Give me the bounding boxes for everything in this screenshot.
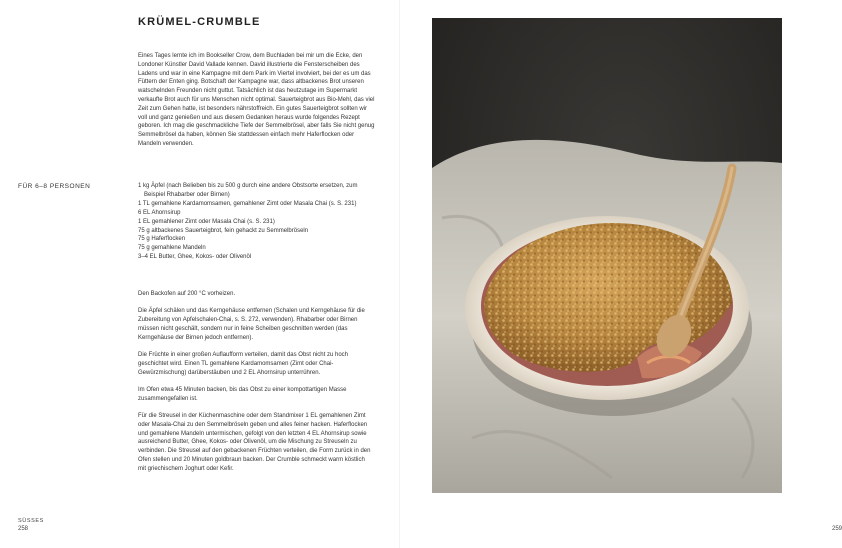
method-steps: [138, 290, 374, 482]
method-step: Den Backofen auf 200 °C vorheizen.: [138, 291, 236, 297]
left-page: [0, 0, 400, 548]
ingredient-item: 75 g altbackenes Sauerteigbrot, fein gehackt zu Semmelbröseln: [138, 227, 309, 234]
ingredient-item: 6 EL Ahornsirup: [138, 209, 181, 216]
method-step: Die Früchte in einer großen Auflaufform verteilen, damit das Obst nicht zu hoch geschichtet wird. Einen TL gemahlene Kardamomsamen (Zimt oder Chai-Gewürzmischung) darüberstäuben und 2 EL Ahornsirup unterrühren.: [138, 351, 348, 376]
ingredient-item: 1 kg Äpfel (nach Belieben bis zu 500 g durch eine andere Obstsorte ersetzen, zum Beispiel Rhabarber oder Birnen): [138, 183, 358, 198]
method-step: Im Ofen etwa 45 Minuten backen, bis das Obst zu einer kompottartigen Masse zusammengefallen ist.: [138, 386, 347, 402]
crumble-photo: [432, 18, 782, 493]
ingredient-item: 1 EL gemahlener Zimt oder Masala Chai (s. S. 231): [138, 218, 275, 225]
section-label: SÜSSES: [18, 518, 44, 524]
ingredient-item: 75 g gemahlene Mandeln: [138, 245, 206, 252]
ingredient-list: [138, 182, 378, 262]
recipe-title: KRÜMEL-CRUMBLE: [138, 16, 261, 28]
method-step: Für die Streusel in der Küchenmaschine oder dem Standmixer 1 EL gemahlenen Zimt oder Masala-Chai zu den Semmelbröseln geben und alles feiner hacken. Haferflocken und gemahlene Mandeln untermischen, gefolgt von den letzten 4 EL Ahornsirup sowie ausreichend Butter, Ghee, Kokos- oder Olivenöl, um die Mischung zu Streuseln zu verbinden. Die Streusel auf den gebackenen Früchten verteilen, die Form zurück in den Ofen stellen und 20 Minuten goldbraun backen. Der Crumble schmeckt warm köstlich mit griechischem Joghurt oder Kefir.: [138, 412, 371, 472]
page-number-right: 259: [832, 526, 842, 532]
method-step: Die Äpfel schälen und das Kerngehäuse entfernen (Schalen und Kerngehäuse für die Zubereitung von Apfelschalen-Chai, s. S. 272, verwenden). Rhabarber oder Birnen müssen nicht geschält, sondern nur in feine Scheiben geschnitten werden (das Kerngehäuse der Birnen jedoch entfernen).: [138, 308, 365, 341]
ingredient-item: 75 g Haferflocken: [138, 236, 186, 243]
recipe-intro: Eines Tages lernte ich im Bookseller Crow, dem Buchladen bei mir um die Ecke, den Londoner Künstler David Vallade kennen. David illustrierte die Fensterscheiben des Ladens und war in eine Kampagne mit dem Park im Viertel involviert, bei der es um das Füttern der Enten ging. Botschaft der Kampagne war, dass altbackenes Brot unseren watschelnden Freunden nicht guttut. Tatsächlich ist das heutzutage im Supermarkt verkaufte Brot auch für uns Menschen nicht optimal. Sauerteigbrot aus Bio-Mehl, das viel Zeit zum Gehen hatte, ist besonders nährstoffreich. Ein gutes Sauerteigbrot sollten wir voll und ganz genießen und aus diesem Gedanken heraus wurde folgendes Rezept geboren. Ich mag die geschmackliche Tiefe der Semmelbrösel, aber falls Sie nicht genug Semmelbrösel da haben, können Sie stattdessen einfach mehr Haferflocken oder Mandeln verwenden.: [138, 53, 375, 147]
servings-label: FÜR 6–8 PERSONEN: [18, 183, 91, 190]
ingredient-item: 3–4 EL Butter, Ghee, Kokos- oder Olivenöl: [138, 254, 252, 261]
page-number-left: 258: [18, 526, 29, 532]
crumble-illustration: [432, 18, 782, 493]
ingredient-item: 1 TL gemahlene Kardamomsamen, gemahlener Zimt oder Masala Chai (s. S. 231): [138, 200, 357, 207]
